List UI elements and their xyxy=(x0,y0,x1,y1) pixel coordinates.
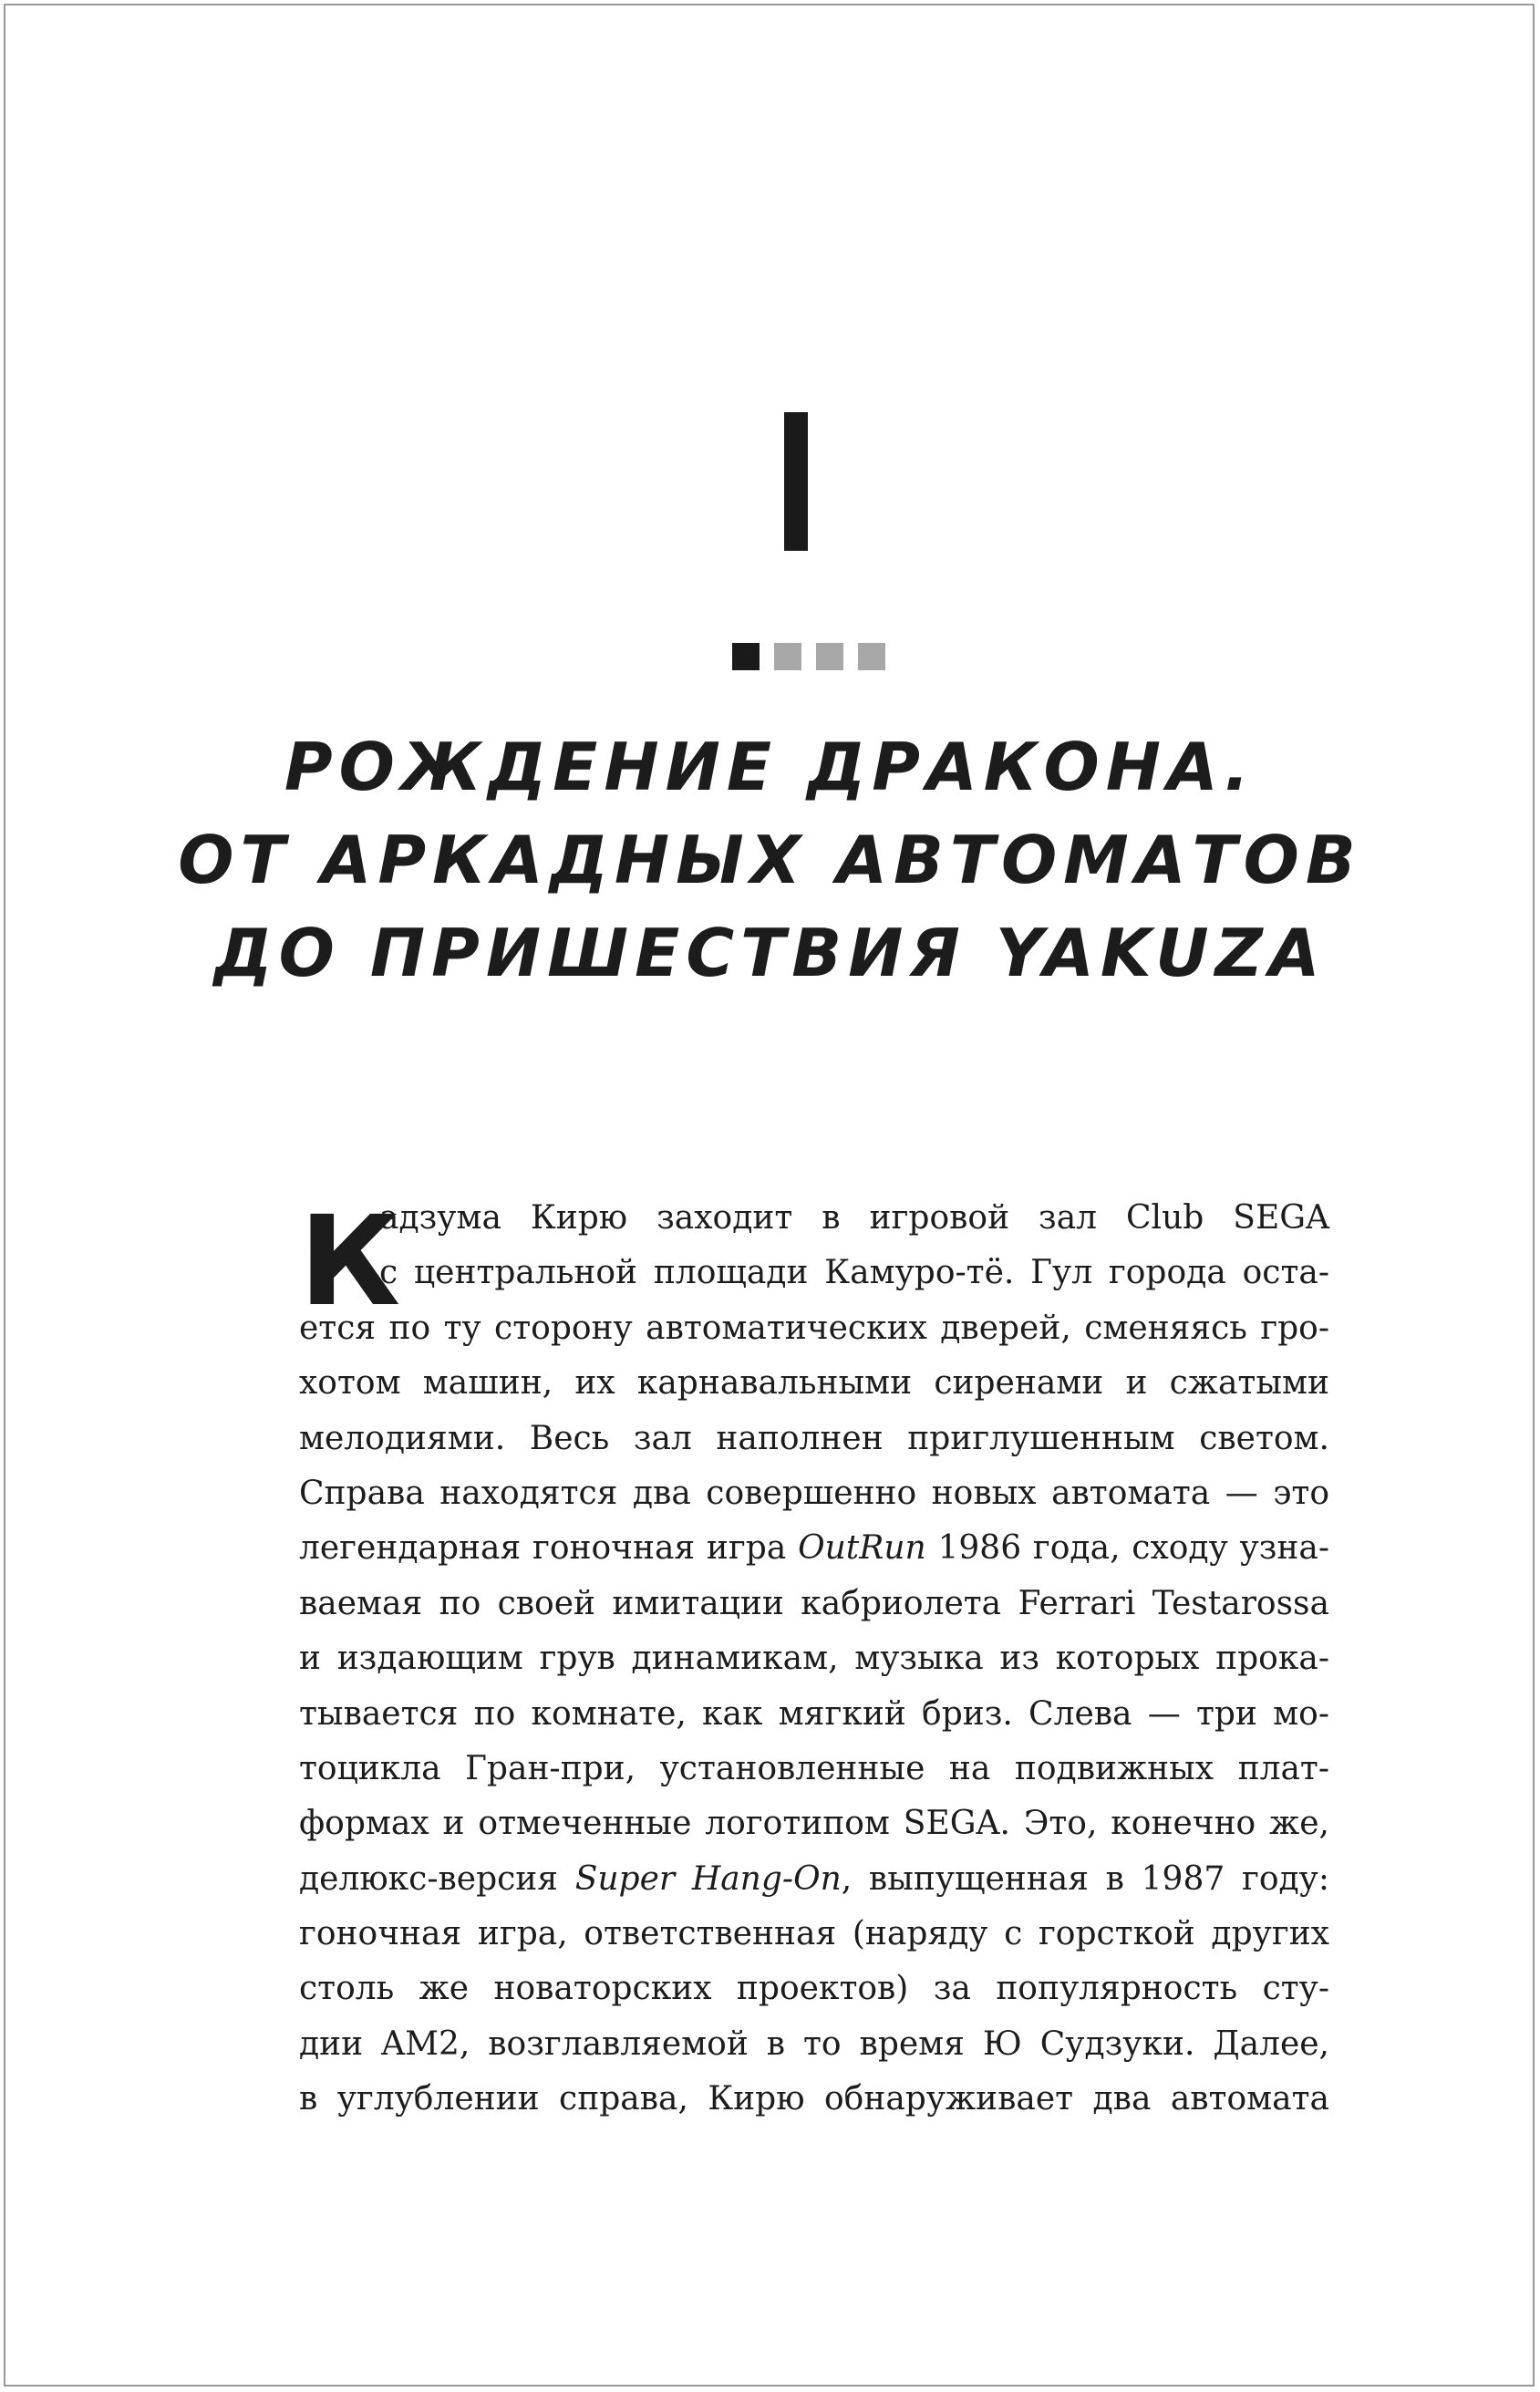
drop-cap: К xyxy=(299,1190,401,1334)
ornament-squares xyxy=(732,643,885,670)
body-line: легендарная гоночная игра OutRun 1986 года, сходу узна- xyxy=(299,1529,1329,1568)
body-line: делюкс-версия Super Hang-On, выпущенная в 1987 году: xyxy=(299,1859,1329,1898)
body-line: хотом машин, их карнавальными сиренами и сжатыми xyxy=(299,1364,1329,1403)
body-line: Справа находятся два совершенно новых автомата — это xyxy=(299,1474,1329,1512)
chapter-title-line: ОТ АРКАДНЫХ АВТОМАТОВ xyxy=(178,822,1362,898)
ornament-square-grey xyxy=(774,643,801,670)
body-line: формах и отмеченные логотипом SEGA. Это, конечно же, xyxy=(299,1805,1329,1843)
body-line: и издающим грув динамикам, музыка из которых прока- xyxy=(299,1640,1329,1678)
body-line: мелодиями. Весь зал наполнен приглушенным светом. xyxy=(299,1419,1329,1457)
chapter-title-line: ДО ПРИШЕСТВИЯ YAKUZA xyxy=(213,915,1327,991)
body-line: тоцикла Гран-при, установленные на подвижных плат- xyxy=(299,1749,1329,1787)
body-paragraph xyxy=(299,1191,1329,2128)
ornament-square-grey xyxy=(816,643,843,670)
chapter-title xyxy=(0,720,1540,999)
body-line: ваемая по своей имитации кабриолета Ferrari Testarossa xyxy=(299,1584,1329,1622)
ornament-square-grey xyxy=(858,643,885,670)
chapter-title-line: РОЖДЕНИЕ ДРАКОНА. xyxy=(284,729,1256,805)
body-line: ется по ту сторону автоматических дверей, сменяясь гро- xyxy=(299,1309,1329,1347)
body-line: дии AM2, возглавляемой в то время Ю Судзуки. Далее, xyxy=(299,2024,1329,2063)
game-title-super-hang-on: Super Hang-On xyxy=(574,1859,842,1898)
body-line: адзума Кирю заходит в игровой зал Club SEGA xyxy=(379,1199,1329,1237)
body-line: тывается по комнате, как мягкий бриз. Слева — три мо- xyxy=(299,1694,1329,1733)
part-numeral xyxy=(784,412,808,551)
body-line: в углублении справа, Кирю обнаруживает два автомата xyxy=(299,2080,1329,2118)
game-title-outrun: OutRun xyxy=(798,1529,926,1568)
body-line: столь же новаторских проектов) за популярность сту- xyxy=(299,1970,1329,2008)
ornament-square-dark xyxy=(732,643,760,670)
body-line: с центральной площади Камуро-тё. Гул города оста- xyxy=(379,1254,1329,1292)
body-line: гоночная игра, ответственная (наряду с горсткой других xyxy=(299,1915,1329,1953)
